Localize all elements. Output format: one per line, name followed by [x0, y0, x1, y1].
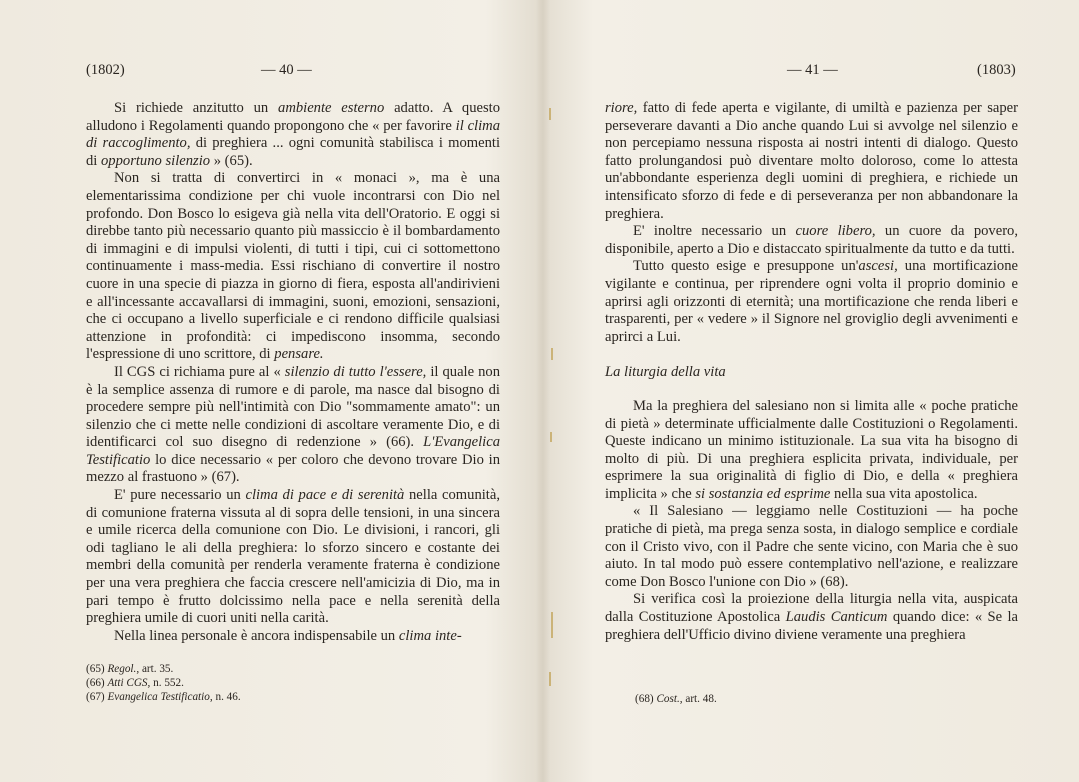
paragraph: E' inoltre necessario un cuore libero, un cuore da povero, disponibile, aperto a Dio e distaccato spiritualmente da tutto e da tutti. [605, 223, 1018, 257]
paragraph: Il CGS ci richiama pure al « silenzio di tutto l'essere, il quale non è la semplice assenza di rumore e di parole, ma nasce dal bisogno di procedere sempre più nell'intimità con Dio "sommamente amato": un silenzio che ci mette nelle condizioni di ascoltare veramente Dio, e di identificarci col suo disegno di redenzione » (66). L'Evangelica Testificatio lo dice necessario « per coloro che devono trovare Dio in mezzo al frastuono » (67). [86, 363, 500, 486]
section-title: La liturgia della vita [605, 364, 726, 381]
margin-mark [551, 612, 553, 638]
footnote: (67) Evangelica Testificatio, n. 46. [86, 691, 241, 703]
margin-mark [549, 672, 551, 686]
margin-mark [551, 348, 553, 360]
footnote: (66) Atti CGS, n. 552. [86, 677, 184, 689]
margin-mark [549, 108, 551, 120]
right-page [605, 0, 1018, 782]
paragraph: Non si tratta di convertirci in « monaci », ma è una elementarissima condizione per chi vuole incontrarsi con Dio nel profondo. Don Bosco lo esigeva già nella vita dell'Oratorio. E oggi si direbbe tanto più necessario quanto più massiccio è il bombardamento di immagini e di impulsi violenti, di tutti i tipi, cui ci sottomettono continuamente i mass-media. Essi rischiano di convertire il nostro cuore in una specie di piazza in giorno di fiera, esposta all'andirivieni e all'incessante accavallarsi di immagini, suoni, emozioni, sensazioni, che ci occupano a livello superficiale e ci rendono difficile qualsiasi attenzione in profondità: ci impediscono insomma, secondo l'espressione di uno scrittore, di pensare. [86, 170, 500, 363]
left-page-header [86, 62, 500, 92]
right-page-number: — 41 — [787, 62, 838, 78]
paragraph: Si verifica così la proiezione della liturgia nella vita, auspicata dalla Costituzione Apostolica Laudis Canticum quando dice: « Se la preghiera dell'Ufficio divino diviene veramente una preghiera [605, 591, 1018, 643]
footnote: (65) Regol., art. 35. [86, 663, 174, 675]
paragraph: Nella linea personale è ancora indispensabile un clima inte- [114, 627, 462, 644]
left-body-text [86, 100, 500, 645]
book-gutter [536, 0, 550, 782]
footnote: (68) Cost., art. 48. [635, 693, 717, 705]
left-footnotes [86, 662, 241, 704]
right-body-text [605, 100, 1018, 644]
paragraph: riore, fatto di fede aperta e vigilante, di umiltà e pazienza per saper perseverare davanti a Dio anche quando Lui si avvolge nel silenzio e non percepiamo nessuna risposta ai nostri intenti di dialogo. Questo fatto prolungandosi può diventare molto doloroso, come lo attesta un'abbondante esperienza degli uomini di preghiera, e richiede un intensificato sforzo di fede e di perseveranza per non abbandonare la preghiera. [605, 100, 1018, 222]
right-folio: (1803) [977, 62, 1016, 78]
paragraph: Ma la preghiera del salesiano non si limita alle « poche pratiche di pietà » determinate ufficialmente dalle Costituzioni o Regolamenti. Queste indicano un minimo istituzionale. La sua vita ha bisogno di molto di più. Di una preghiera esplicita privata, individuale, per esprimere la sua originalità di figlio di Dio, e della « preghiera implicita » che si sostanzia ed esprime nella sua vita apostolica. [605, 397, 1018, 502]
paragraph: E' pure necessario un clima di pace e di serenità nella comunità, di comunione fraterna vissuta al di sopra delle tensioni, in una sincera e umile ricerca della comunione con Dio. Le divisioni, i rancori, gli odi tagliano le ali della preghiera: lo sforzo sincero e costante dei membri della comunità per renderla veramente fraterna è condizione per una vera preghiera che faccia crescere nell'amicizia di Dio, ma in pari tempo è frutto dolcissimo nella pace e nella serenità della preghiera umile di cuori uniti nella carità. [86, 487, 500, 627]
margin-mark [550, 432, 552, 442]
left-folio: (1802) [86, 62, 125, 78]
paragraph: Si richiede anzitutto un ambiente esterno adatto. A questo alludono i Regolamenti quando propongono che « per favorire il clima di raccoglimento, di preghiera ... ogni comunità stabilisca i momenti di opportuno silenzio » (65). [86, 100, 501, 169]
left-page-number: — 40 — [261, 62, 312, 78]
left-page [86, 0, 500, 782]
right-page-header [605, 62, 1018, 92]
paragraph: Tutto questo esige e presuppone un'ascesi, una mortificazione vigilante e continua, per riprendere ogni volta il proprio dominio e aprirsi agli orizzonti di eternità; una mortificazione che renda liberi e trasparenti, per « vedere » il Signore nel groviglio degli avvenimenti e aprirci a Lui. [605, 258, 1018, 345]
paragraph: « Il Salesiano — leggiamo nelle Costituzioni — ha poche pratiche di pietà, ma prega senza sosta, in dialogo semplice e cordiale con il Cristo vivo, con il Padre che sente vicino, con Maria che è suo aiuto. In tal modo può essere contemplativo nell'azione, e realizzare come Don Bosco l'unione con Dio » (68). [605, 503, 1018, 590]
right-footnotes [635, 692, 717, 706]
